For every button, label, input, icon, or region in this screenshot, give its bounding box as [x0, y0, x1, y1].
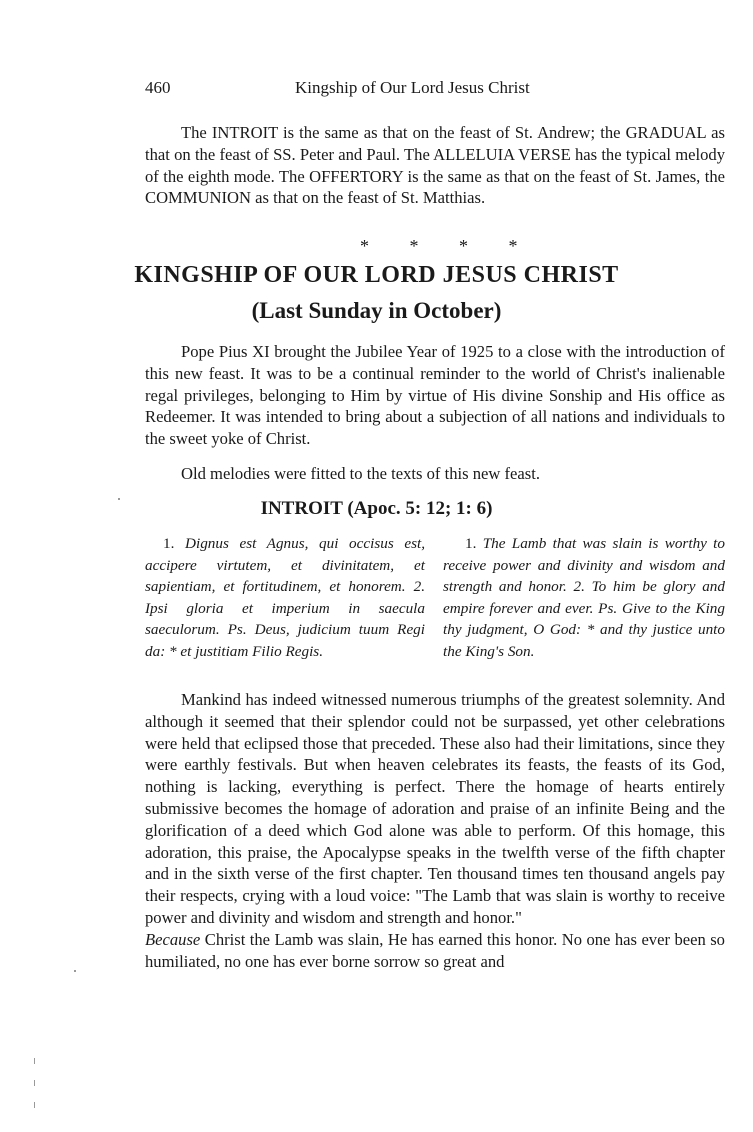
scan-mark	[34, 1058, 35, 1064]
paragraph-melodies-text: Old melodies were fitted to the texts of this new feast.	[181, 464, 540, 483]
page-header	[145, 78, 725, 102]
latin-verse-number: 1.	[163, 535, 175, 552]
paragraph-feast-origin-text: Pope Pius XI brought the Jubilee Year of 1925 to a close with the introduction of this new feast. It was to be a continual reminder to the world of Christ's inalienable regal privileges, belonging to Him by virtue of His divine Sonship and His office as Redeemer. It was intended to bring about a subjection of all nations and individuals to the sweet yoke of Christ.	[145, 342, 725, 449]
paragraph-melodies	[145, 463, 725, 485]
paragraph-commentary	[145, 689, 725, 972]
paragraph-feast-origin	[145, 341, 725, 450]
intro-paragraph	[145, 122, 725, 209]
english-verse-number: 1.	[465, 535, 477, 552]
intro-paragraph-text: The INTROIT is the same as that on the feast of St. Andrew; the GRADUAL as that on the feast of SS. Peter and Paul. The ALLELUIA VERSE has the typical melody of the eighth mode. The OFFERTORY is the same as that on the feast of St. James, the COMMUNION as that on the feast of St. Matthias.	[145, 123, 725, 208]
latin-text: Dignus est Agnus, qui occisus est, accipere virtutem, et divinitatem, et sapientiam, et fortitudinem, et honorem. 2. Ipsi gloria et imperium in saecula saeculorum. Ps. Deus, judicium tuum Regi da: * et justitiam Filio Regis.	[145, 535, 426, 660]
section-subtitle: (Last Sunday in October)	[251, 298, 502, 323]
paragraph-because-italic: Because	[145, 929, 201, 949]
section-title: KINGSHIP OF OUR LORD JESUS CHRIST	[134, 262, 619, 288]
section-separator: * * * *	[360, 236, 518, 256]
paragraph-because-text: Christ the Lamb was slain, He has earned this honor. No one has ever been so humiliated, no one has ever borne sorrow so great and	[145, 929, 725, 971]
scan-mark	[118, 498, 120, 500]
latin-column	[145, 533, 425, 662]
english-text: The Lamb that was slain is worthy to receive power and divinity and wisdom and strength and honor. 2. To him be glory and empire forever and ever. Ps. Give to the King thy judgment, O God: * and thy justice unto the King's Son.	[443, 535, 725, 660]
english-column	[443, 533, 725, 662]
scan-mark	[74, 970, 76, 972]
page-number: 460	[145, 78, 171, 97]
scan-mark	[34, 1080, 35, 1086]
introit-heading: INTROIT (Apoc. 5: 12; 1: 6)	[260, 498, 493, 519]
running-title: Kingship of Our Lord Jesus Christ	[295, 78, 530, 97]
paragraph-commentary-text: Mankind has indeed witnessed numerous triumphs of the greatest solemnity. And although it seemed that their splendor could not be surpassed, yet other celebrations were held that eclipsed those that preceded. These also had their limitations, since they were earthly festivals. But when heaven celebrates its feasts, the feasts of its God, nothing is lacking, everything is perfect. There the homage of hearts entirely submissive becomes the homage of adoration and praise of an infinite Being and the glorification of a deed which God alone was able to perform. Of this homage, this adoration, this praise, the Apocalypse speaks in the twelfth verse of the fifth chapter and in the sixth verse of the first chapter. Ten thousand times ten thousand angels pay their respects, crying with a loud voice: "The Lamb that was slain is worthy to receive power and divinity and wisdom and strength and honor."	[145, 690, 725, 927]
scan-mark	[34, 1102, 35, 1108]
